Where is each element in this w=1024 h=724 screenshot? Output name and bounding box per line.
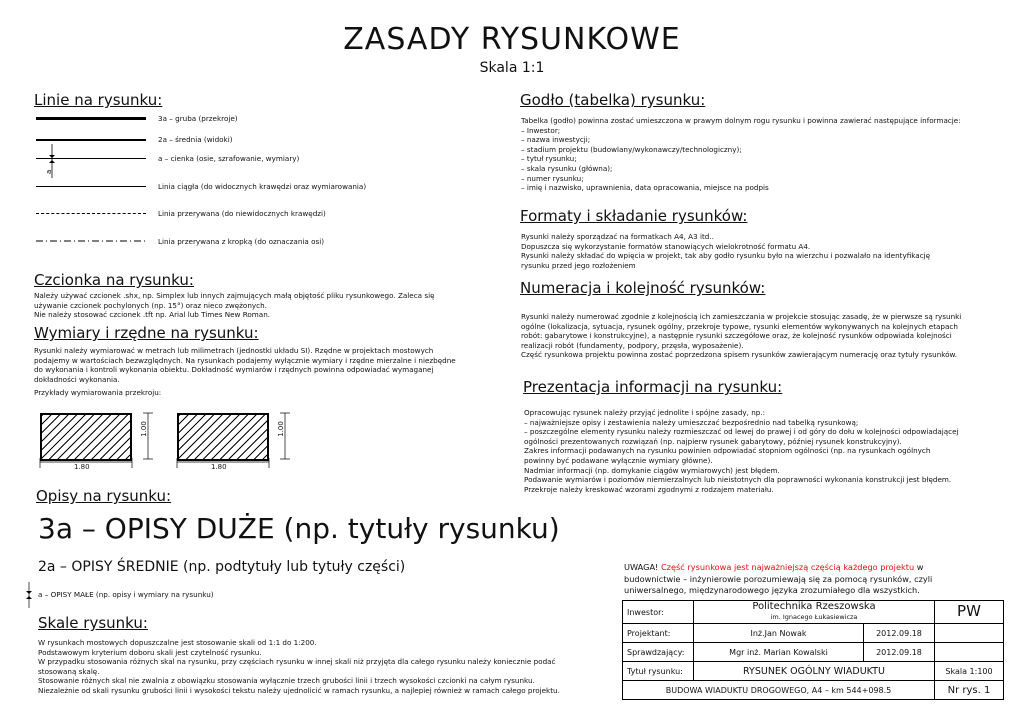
title-block-info-text [521,116,961,193]
warning-rest: w [914,562,924,572]
section-1-dims [30,406,160,474]
investor-subtitle: im. Ignacego Łukasiewicza [770,613,858,621]
formats-text-line: Rysunki należy składać do wpięcia w projekt, tak aby godło rysunku było na wierzchu i pozwalało na identyfikację [521,251,931,261]
project-name: BUDOWA WIADUKTU DROGOWEGO, A4 – km 544+098.5 [623,681,935,700]
fonts-text [34,291,435,320]
numbering-text [521,312,961,360]
fonts-heading: Czcionka na rysunku: [34,271,194,289]
line-dashed-sample [36,213,146,214]
fonts-text-line: używanie czcionek pochylonych (np. 15°) oraz nieco zwężonych. [34,300,267,310]
description-medium: 2a – OPISY ŚREDNIE (np. podtytuły lub tytuły części) [38,559,406,575]
checker-label: Sprawdzający: [623,643,694,662]
line-medium-row [36,133,376,147]
scales-text [38,638,560,696]
title-block-info-line: – Inwestor; [521,125,561,135]
descriptions-heading: Opisy na rysunku: [36,487,172,505]
presentation-text-line: Opracowując rysunek należy przyjąć jednolite i spójne zasady, np.: [524,408,766,417]
drawing-scale: Skala 1:100 [935,662,1004,681]
dimensions-example-label: Przykłady wymiarowania przekroju: [34,388,162,397]
page-title: ZASADY RYSUNKOWE [343,22,681,57]
investor-label: Inwestor: [623,601,694,624]
presentation-text-line: – najważniejsze opisy i zestawienia należy umieszczać bezpośrednio nad tabelką rysunkową; [524,417,859,427]
dimensions-heading: Wymiary i rzędne na rysunku: [34,324,259,342]
a-thickness-mark [44,144,60,178]
presentation-text-line: Nadmiar informacji (np. domykanie ciągów wymiarowych) jest błędem. [524,465,780,475]
title-block-info-heading: Godło (tabelka) rysunku: [520,91,706,109]
numbering-text-line: robót: gabarytowe i konstrukcyjne), a następnie rysunki szczegółowe oraz, że kolejność rysunków odpowiada kolejności [521,331,952,341]
designer-signature [935,624,1004,643]
line-solid-sample [36,186,146,187]
drawing-title: RYSUNEK OGÓLNY WIADUKTU [694,662,935,681]
dimensions-text-line: do wykonania i kontroli wykonania obiektu. Dokładność wymiarów i rzędnych powinna odpowiadać wymaganej [34,365,434,375]
designer-date: 2012.09.18 [864,624,935,643]
warning-line-3: uniwersalnego, międzynarodowego języka zrozumiałego dla wszystkich. [624,585,920,595]
page-scale: Skala 1:1 [479,60,545,76]
title-block-table [622,600,1004,700]
formats-heading: Formaty i składanie rysunków: [520,207,748,225]
scales-text-line: Stosowanie różnych skal nie zwalnia z obowiązku stosowania wyłącznie trzech grubości linii i trzech wysokości czcionki na całym rysunku. [38,676,535,686]
formats-text-line: rysunku przed jego rozłożeniem [521,260,636,270]
title-block-info-line: – imię i nazwisko, uprawnienia, data opracowania, miejsce na podpis [521,183,769,193]
dimensions-text-line: Rysunki należy wymiarować w metrach lub milimetrach (jednostki układu SI). Rzędne w projektach mostowych [34,346,434,355]
line-thick-label: 3a – gruba (przekroje) [158,114,238,123]
numbering-text-line: realizacji robót (fundamenty, podpory, przęsła, wyposażenie). [521,340,744,350]
line-dashdot-sample [36,239,146,243]
stage-code: PW [935,601,1004,624]
presentation-heading: Prezentacja informacji na rysunku: [523,378,783,396]
scales-text-line: Podstawowym kryterium doboru skali jest czytelność rysunku. [38,647,262,657]
investor-cell [694,601,935,624]
dim-width-1: 1.80 [74,463,90,471]
numbering-heading: Numeracja i kolejność rysunków: [520,279,766,297]
numbering-text-line: ogólne (lokalizacja, sytuacja, rysunek ogólny, przekroje typowe, rysunki elementów wykonywanych na kolejnych etapach [521,321,958,331]
scales-text-line: Niezależnie od skali rysunku grubości linii i wysokości tekstu należy ujednolicić w ramach rysunku, a najlepiej również w ramach całego projektu. [38,685,560,695]
scales-text-line: W przypadku stosowania różnych skal na rysunku, przy częściach rysunku w innej skali niż przyjęta dla całego rysunku należy koniecznie podać [38,657,556,667]
fonts-text-line: Należy używać czcionek .shx, np. Simplex lub innych zajmujących małą objętość pliku rysunkowego. Zaleca się [34,291,435,300]
section-2-dims [167,406,297,474]
title-block-info-line: – stadium projektu (budowlany/wykonawczy/technologiczny); [521,144,742,154]
line-thin-label: a – cienka (osie, szrafowanie, wymiary) [158,154,300,163]
formats-text-line: Rysunki należy sporządzać na formatkach A4, A3 itd.. [521,232,714,241]
designer-label: Projektant: [623,624,694,643]
numbering-text-line: Rysunki należy numerować zgodnie z kolejnością ich zamieszczania w projekcie stosując zasadę, że w pierwsze są rysunki [521,312,962,321]
dimensions-text-line: podajemy w wartościach bezwzględnych. Na rysunkach podajemy wyłącznie wymiary i rzędne mierzalne i niezbędne [34,355,456,365]
description-small: a – OPISY MAŁE (np. opisy i wymiary na rysunku) [38,590,214,599]
presentation-text-line: Zakres informacji podawanych na rysunku powinien odpowiadać stopniom ogólności (np. na rysunkach ogólnych [524,446,931,456]
scales-text-line: stosowaną skalę. [38,666,100,676]
small-text-mark [22,582,36,608]
presentation-text-line: ogólności prezentowanych rozwiązań (np. najpierw rysunek gabarytowy, później rysunek konstrukcyjny). [524,436,902,446]
title-block-info-line: – nazwa inwestycji; [521,135,591,145]
investor-name: Politechnika Rzeszowska [752,601,876,612]
formats-text-line: Dopuszcza się wykorzystanie formatów stanowiących wielokrotność formatu A4. [521,241,811,251]
line-medium-sample [36,139,146,141]
title-block-info-line: Tabelka (godło) powinna zostać umieszczona w prawym dolnym rogu rysunku i powinna zawierać następujące informacje: [521,116,961,125]
title-block-info-line: – skala rysunku (główna); [521,163,613,173]
line-thin-row [36,152,376,166]
line-dashed-row [36,207,376,221]
line-thick-row [36,112,376,126]
designer-name: Inż.Jan Nowak [694,624,864,643]
fonts-text-line: Nie należy stosować czcionek .tft np. Arial lub Times New Roman. [34,310,271,320]
line-dashed-label: Linia przerywana (do niewidocznych krawędzi) [158,209,326,218]
line-dashdot-label: Linia przerywana z kropką (do oznaczania osi) [158,237,325,246]
presentation-text-line: – poszczególne elementy rysunku należy rozmieszczać od lewej do prawej i od góry do dołu w kolejności odpowiadającej [524,427,959,437]
title-block-info-line: – tytuł rysunku; [521,154,577,164]
presentation-text-line: Przekroje należy kreskować wzorami zgodnymi z rodzajem materiału. [524,484,774,494]
dim-width-2: 1.80 [211,463,227,471]
dimensions-text [34,346,456,384]
warning-prefix: UWAGA! [624,562,661,572]
dimensions-text-line: dokładności wykonania. [34,374,120,384]
line-dashdot-row [36,235,376,249]
numbering-text-line: Część rysunkowa projektu powinna zostać poprzedzona spisem rysunków zawierającym numerację oraz tytuły rysunków. [521,350,958,360]
scales-text-line: W rysunkach mostowych dopuszczalne jest stosowanie skali od 1:1 do 1:200. [38,638,317,647]
drawing-title-label: Tytuł rysunku: [623,662,694,681]
warning-note [624,562,932,597]
checker-signature [935,643,1004,662]
presentation-text [524,408,959,494]
lines-heading: Linie na rysunku: [34,91,163,109]
drawing-number: Nr rys. 1 [935,681,1004,700]
line-solid-label: Linia ciągła (do widocznych krawędzi oraz wymiarowania) [158,182,367,191]
warning-highlight: Część rysunkowa jest najważniejszą częścią każdego projektu [660,562,915,572]
a-mark-text: a [45,169,53,174]
line-medium-label: 2a – średnia (widoki) [158,135,233,144]
description-large: 3a – OPISY DUŻE (np. tytuły rysunku) [38,512,560,545]
line-thick-sample [36,117,146,120]
title-block-info-line: – numer rysunku; [521,173,584,183]
dim-height-1: 1.00 [139,421,148,437]
warning-line-2: budownictwie – inżynierowie porozumiewają się za pomocą rysunków, czyli [624,573,933,584]
formats-text [521,232,930,270]
line-solid-row [36,180,376,194]
dim-height-2: 1.00 [276,421,285,437]
presentation-text-line: powinny być podawane wyłącznie wymiary główne). [524,455,713,465]
checker-date: 2012.09.18 [864,643,935,662]
presentation-text-line: Podawanie wymiarów i poziomów niemierzalnych lub nieistotnych dla poprawności wykonania konstrukcji jest błędem. [524,475,952,485]
scales-heading: Skale rysunku: [38,614,148,632]
checker-name: Mgr inż. Marian Kowalski [694,643,864,662]
